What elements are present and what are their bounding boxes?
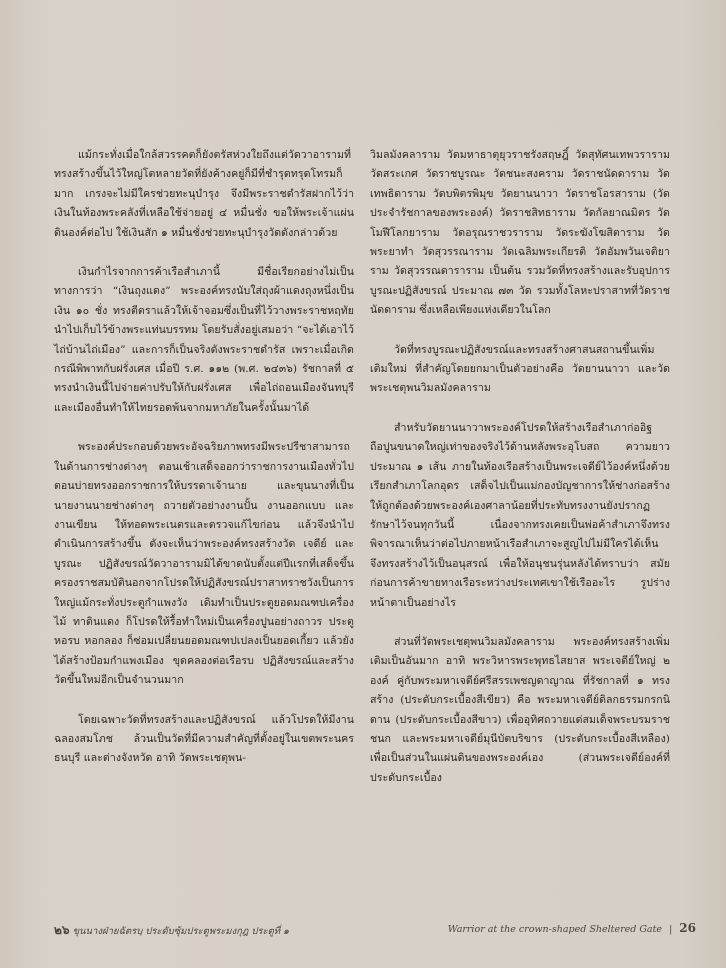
footer-caption-thai: ขุนนางฝ่ายฉัตรบฺ ประดับซุ้มประตูพระมงกุฎ ประตูที่ ๑ xyxy=(72,926,290,937)
left-text-column xyxy=(54,146,354,789)
footer-separator: | xyxy=(669,924,673,935)
paragraph: โดยเฉพาะวัดที่ทรงสร้างและปฏิสังขรณ์ แล้วโปรดให้มีงานฉลองสมโภช ล้วนเป็นวัดที่มีความสำคัญที่ตั้งอยู่ในเขตพระนคร ธนบุรี และต่างจังหวัด อาทิ วัดพระเชตุพน- xyxy=(54,713,354,765)
paragraph-continued: วิมลมังคลาราม วัดมหาธาตุยุวราชรังสฤษฎิ์ วัดสุทัศนเทพวราราม วัดสระเกศ วัดราชบูรณะ วัดชนะสงคราม วัดราชนัดดาราม วัดเทพธิดาราม วัดบพิตรพิมุข วัดยานนาวา วัดราชโอรสาราม (วัดประจำรัชกาลของพระองค์) วัดราชสิทธาราม วัดกัลยาณมิตร วัดโมฬีโลกยาราม วัดอรุณราชวราราม วัดระฆังโฆสิตาราม วัดพระยาทำ วัดสุวรรณาราม วัดเฉลิมพระเกียรติ วัดอัมพวันเจติยาราม วัดสุวรรณดาราราม เป็นต้น รวมวัดที่ทรงสร้างและรับอุปการบูรณะปฏิสังขรณ์ ประมาณ ๗๓ วัด รวมทั้งโลหะปราสาทที่วัดราชนัดดาราม ซึ่งเหลือเพียงแห่งเดียวในโลก xyxy=(370,149,670,317)
paragraph: สำหรับวัดยานนาวาพระองค์โปรดให้สร้างเรือสำเภาก่ออิฐถือปูนขนาดใหญ่เท่าของจริงไว้ด้านหลังพระอุโบสถ ความยาวประมาณ ๑ เส้น ภายในท้องเรือสร้างเป็นพระเจดีย์ไว้องค์หนึ่งด้วย เรียกสำเภาโลกอุดร เสด็จไปเป็นแม่กองบัญชาการให้ช่างก่อสร้างให้ถูกต้องด้วยพระองค์เองศาลาน้อยที่ประทับทรงงานยังปรากฏรักษาไว้จนทุกวันนี้ เนื่องจากทรงเคยเป็นพ่อค้าสำเภาจึงทรงพิจารณาเห็นว่าต่อไปภายหน้าเรือสำเภาจะสูญไปไม่มีใครได้เห็น จึงทรงสร้างไว้เป็นอนุสรณ์ เพื่อให้อนุชนรุ่นหลังได้ทราบว่า สมัยก่อนการค้าขายทางเรือระหว่างประเทศเขาใช้เรืออะไร รูปร่างหน้าตาเป็นอย่างไร xyxy=(370,421,670,609)
page-footer xyxy=(54,921,696,939)
paragraph: เงินกำไรจากการค้าเรือสำเภานี้ มีชื่อเรียกอย่างไม่เป็นทางการว่า “เงินถุงแดง” พระองค์ทรงนับใส่ถุงผ้าแดงถุงหนึ่งเป็นเงิน ๑๐ ชั่ง ทรงตีตราแล้วให้เจ้าจอมซึ่งเป็นที่ไว้วางพระราชหฤทัย นำไปเก็บไว้ข้างพระแท่นบรรทม โดยรับสั่งอยู่เสมอว่า “จะได้เอาไว้ไถ่บ้านไถ่เมือง” และการก็เป็นจริงดังพระราชดำรัส เพราะเมื่อเกิดกรณีพิพาทกับฝรั่งเศส เมื่อปี ร.ศ. ๑๑๒ (พ.ศ. ๒๔๓๖) รัชกาลที่ ๕ ทรงนำเงินนี้ไปจ่ายค่าปรับให้กับฝรั่งเศส เพื่อไถ่ถอนเมืองจันทบุรีและเมืองอื่นทำให้ไทยรอดพ้นจากมหาภัยในครั้งนั้นมาได้ xyxy=(54,266,354,414)
page-number: 26 xyxy=(679,921,696,935)
paragraph: ส่วนที่วัดพระเชตุพนวิมลมังคลาราม พระองค์ทรงสร้างเพิ่มเติมเป็นอันมาก อาทิ พระวิหารพระพุทธไสยาส พระเจดีย์ใหญ่ ๒ องค์ คู่กับพระมหาเจดีย์ศรีสรรเพชญดาญาณ ที่รัชกาลที่ ๑ ทรงสร้าง (ประดับกระเบื้องสีเขียว) คือ พระมหาเจดีย์ดิลกธรรมกรกนิดาน (ประดับกระเบื้องสีขาว) เพื่ออุทิศถวายแด่สมเด็จพระบรมราชชนก และพระมหาเจดีย์มุนีบัตบริขาร (ประดับกระเบื้องสีเหลือง) เพื่อเป็นส่วนในแผ่นดินของพระองค์เอง (ส่วนพระเจดีย์องค์ที่ประดับกระเบื้อง xyxy=(370,635,670,784)
paragraph: แม้กระทั่งเมื่อใกล้สวรรคตก็ยังตรัสห่วงใยถึงแต่วัดวาอารามที่ทรงสร้างขึ้นไว้ใหญ่โตหลายวัดที่ยังค้างคยู่ก็มีที่ชำรุดทรุดโทรมก็มาก เกรงจะไม่มีใครช่วยทะนุบำรุง จึงมีพระราชดำรัสฝากไว้ว่า เงินในท้องพระคลังที่เหลือใช้จ่ายอยู่ ๔ หมื่นชั่ง ขอให้พระเจ้าแผ่นดินองค์ต่อไป ใช้เงินสัก ๑ หมื่นชั่งช่วยทะนุบำรุงวัดดังกล่าวด้วย xyxy=(54,149,354,239)
footer-caption-english: Warrior at the crown-shaped Sheltered Gate xyxy=(447,924,663,935)
footer-right xyxy=(448,921,696,935)
page-number-thai: ๒๖ xyxy=(54,923,70,937)
paragraph: วัดที่ทรงบูรณะปฏิสังขรณ์และทรงสร้างศาสนสถานขึ้นเพิ่มเติมใหม่ ที่สำคัญโดยยกมาเป็นตัวอย่างคือ วัดยานนาวา และวัดพระเชตุพนวิมลมังคลาราม xyxy=(370,343,670,395)
paragraph: พระองค์ประกอบด้วยพระอัจฉริยภาพทรงมีพระปรีชาสามารถในด้านการช่างต่างๆ ตอนเช้าเสด็จออกว่าราชการงานเมืองทั่วไป ตอนบ่ายทรงออกราชการให้บรรดาเจ้านาย และขุนนางที่เป็นนายงานนายช่างต่างๆ ถวายตัวอย่างงานปั้น งานออกแบบ และงานเขียน ให้ทอดพระเนตรและตรวจแก้ไขก่อน แล้วจึงนำไปดำเนินการสร้างขึ้น ดังจะเห็นว่าพระองค์ทรงสร้างวัด เจดีย์ และบูรณะ ปฏิสังขรณ์วัดวาอารามมิได้ขาดนับตั้งแต่ปีแรกที่เสด็จขึ้นครองราชสมบัตินอกจากโปรดให้ปฏิสังขรณ์ปราสาทราชวังเป็นการใหญ่แม้กระทั่งประตูกำแพงวัง เดิมทำเป็นประตูยอดมณฑปเครื่องไม้ ทาดินแดง ก็โปรดให้รื้อทำใหม่เป็นเครื่องปูนอย่างถาวร ประตูหอรบ หอกลอง ก็ซ่อมเปลี่ยนยอดมณฑปเปลงเป็นยอดเกี้ยว แล้วยังได้สร้างป้อมกำแพงเมือง ขุดคลองต่อเรือรบ ปฏิสังขรณ์และสร้างวัดขึ้นใหม่อีกเป็นจำนวนมาก xyxy=(54,441,354,687)
footer-left xyxy=(54,921,289,940)
right-text-column xyxy=(370,146,670,808)
